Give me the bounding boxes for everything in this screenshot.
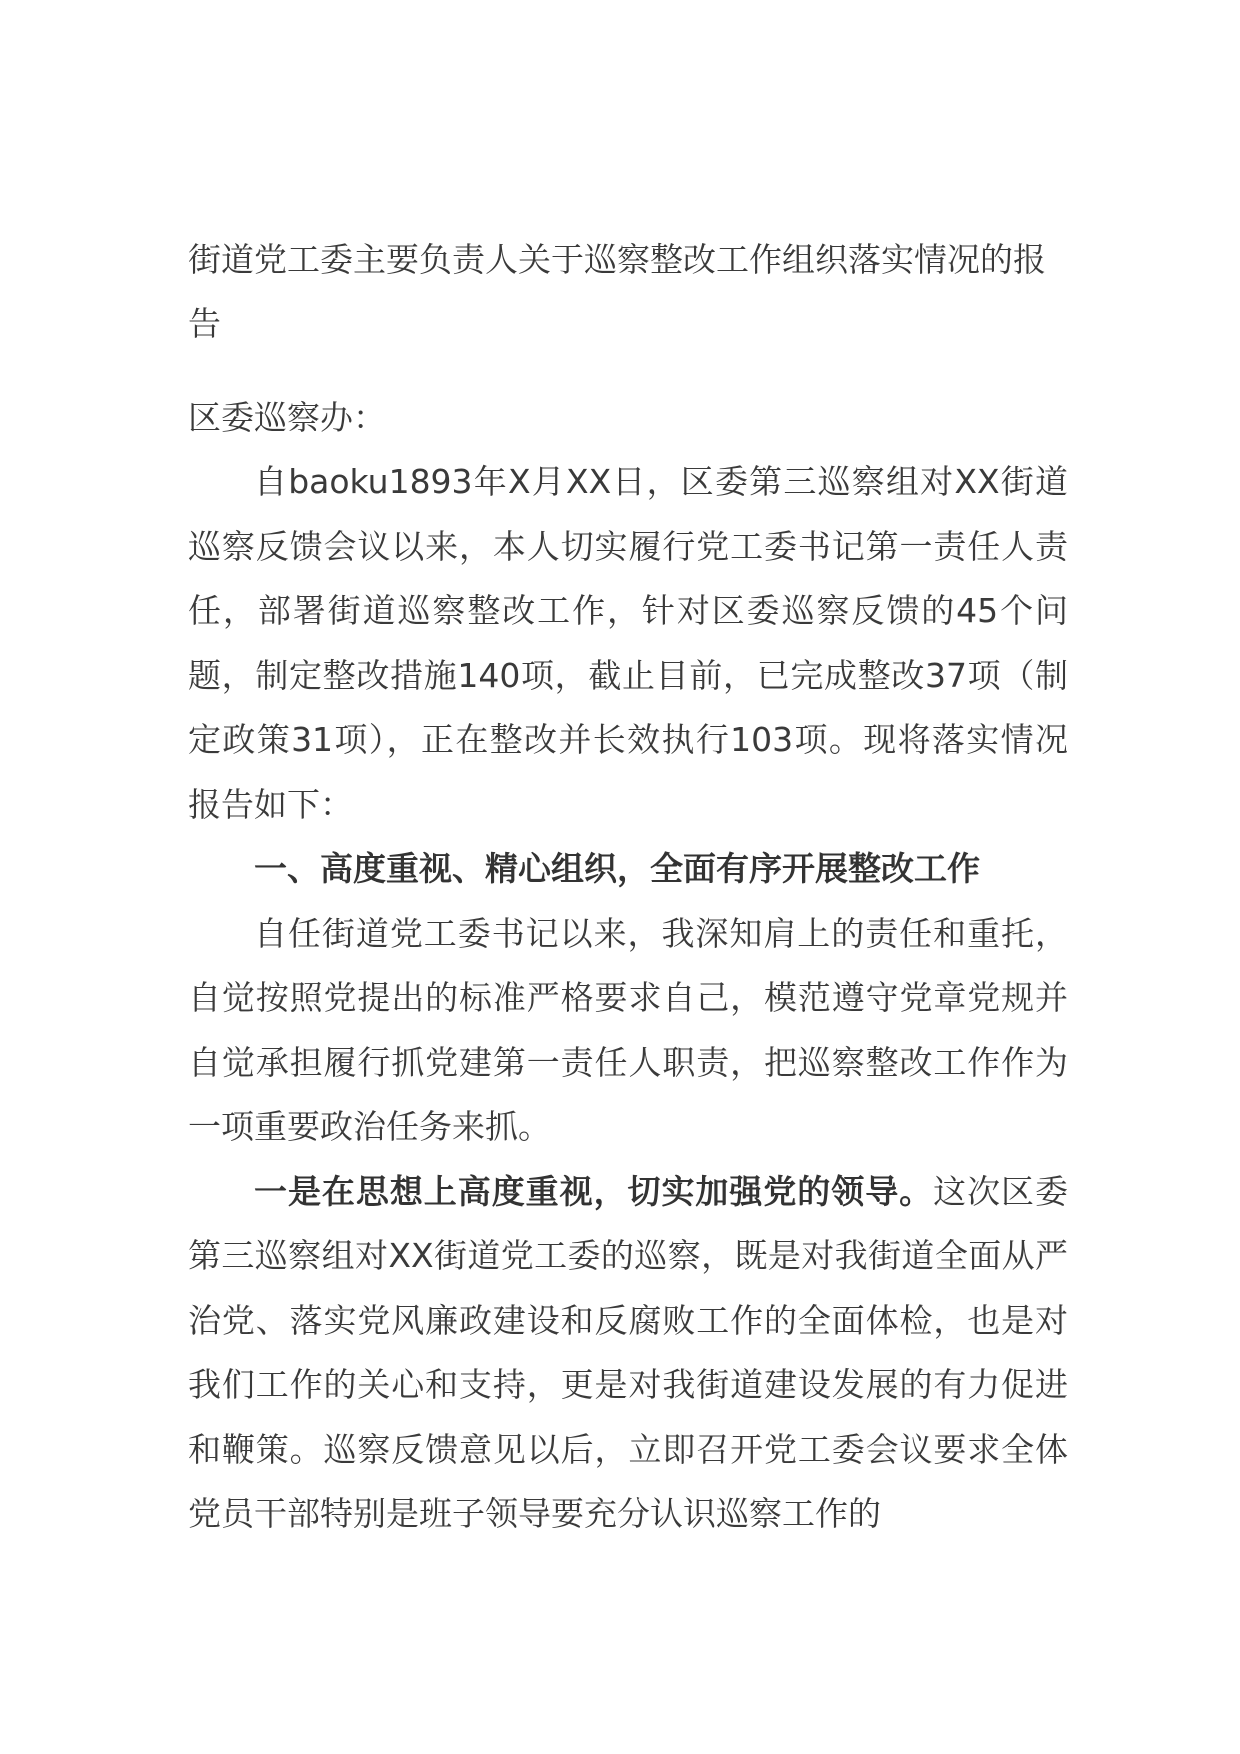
paragraph-responsibility: 自任街道党工委书记以来，我深知肩上的责任和重托，自觉按照党提出的标准严格要求自己，模范遵守党章党规并自觉承担履行抓党建第一责任人职责，把巡察整改工作作为一项重要政治任务来抓。 (188, 913, 1068, 1146)
paragraph-lead-text: 一是在思想上高度重视，切实加强党的领导。 (254, 1171, 934, 1211)
paragraph-body-text: 这次区委第三巡察组对XX街道党工委的巡察，既是对我街道全面从严治党、落实党风廉政建设和反腐败工作的全面体检，也是对我们工作的关心和支持，更是对我街道建设发展的有力促进和鞭策。巡察反馈意见以后，立即召开党工委会议要求全体党员干部特别是班子领导要充分认识巡察工作的 (188, 1171, 1069, 1533)
paragraph-intro: 自baoku1893年X月XX日，区委第三巡察组对XX街道巡察反馈会议以来，本人切实履行党工委书记第一责任人责任，部署街道巡察整改工作，针对区委巡察反馈的45个问题，制定整改措施140项，截止目前，已完成整改37项（制定政策31项），正在整改并长效执行103项。现将落实情况报告如下： (188, 462, 1068, 824)
section-heading-1: 一、高度重视、精心组织，全面有序开展整改工作 (254, 849, 980, 888)
salutation: 区委巡察办： (188, 398, 386, 437)
document-title: 街道党工委主要负责人关于巡察整改工作组织落实情况的报告 (188, 240, 1046, 343)
paragraph-ideology (188, 1160, 1068, 1547)
document-page (188, 228, 1068, 1547)
